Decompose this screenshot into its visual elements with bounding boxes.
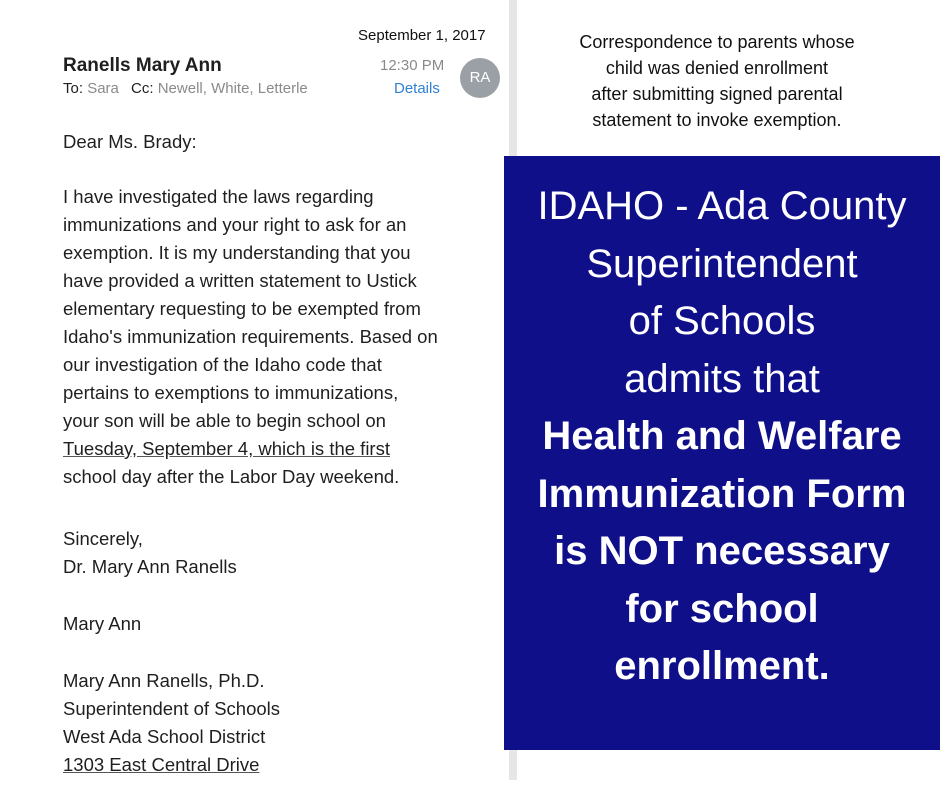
headline-line: admits that — [624, 356, 820, 401]
closing-name: Dr. Mary Ann Ranells — [63, 556, 237, 577]
body-line: our investigation of the Idaho code that — [63, 354, 382, 375]
closing-line: Sincerely, — [63, 528, 143, 549]
body-line: your son will be able to begin school on — [63, 410, 386, 431]
sender-name: Ranells Mary Ann — [63, 55, 222, 76]
headline-bold-line: for school — [625, 586, 819, 631]
avatar[interactable]: RA — [460, 58, 500, 98]
headline-line: Superintendent — [586, 241, 858, 286]
closing — [63, 525, 237, 581]
details-link[interactable]: Details — [394, 80, 440, 97]
signature-block — [63, 667, 280, 779]
caption — [517, 29, 917, 133]
body-line: immunizations and your right to ask for an — [63, 214, 407, 235]
signature-line: Superintendent of Schools — [63, 698, 281, 719]
caption-line: statement to invoke exemption. — [592, 110, 842, 130]
email-time: 12:30 PM — [380, 57, 445, 74]
body-line: have provided a written statement to Ustick — [63, 270, 417, 291]
body-line: elementary requesting to be exempted from — [63, 298, 421, 319]
salutation: Dear Ms. Brady: — [63, 131, 197, 152]
signature-line: Mary Ann Ranells, Ph.D. — [63, 670, 265, 691]
body-line: Idaho's immunization requirements. Based on — [63, 326, 438, 347]
headline-bold-line: Health and Welfare — [542, 414, 902, 458]
email-body — [63, 183, 438, 491]
recipients-line — [63, 80, 308, 97]
headline-bold-line: enrollment. — [614, 644, 830, 688]
body-line: exemption. It is my understanding that you — [63, 242, 411, 263]
caption-line: Correspondence to parents whose — [579, 32, 855, 52]
body-line: pertains to exemptions to immunizations, — [63, 382, 399, 403]
headline-bold-line: is NOT necessary — [554, 529, 890, 573]
headline-bold-line: Immunization Form — [537, 471, 907, 516]
body-line: school day after the Labor Day weekend. — [63, 466, 400, 487]
address-link[interactable]: 1303 East Central Drive — [63, 754, 260, 775]
body-line: I have investigated the laws regarding — [63, 186, 374, 207]
headline-line: IDAHO - Ada County — [537, 184, 907, 228]
cc-label: Cc: — [131, 80, 154, 97]
caption-line: child was denied enrollment — [605, 58, 829, 78]
headline-line: of Schools — [628, 299, 816, 343]
email-date: September 1, 2017 — [358, 27, 486, 44]
to-label: To: — [63, 80, 84, 97]
short-signoff: Mary Ann — [63, 613, 142, 634]
caption-line: after submitting signed parental — [591, 84, 843, 104]
to-recipient[interactable]: Sara — [87, 80, 119, 97]
cc-recipients[interactable]: Newell, White, Letterle — [157, 80, 308, 97]
headline — [504, 178, 940, 696]
date-link[interactable]: Tuesday, September 4, which is the first — [63, 438, 390, 459]
signature-line: West Ada School District — [63, 726, 266, 747]
